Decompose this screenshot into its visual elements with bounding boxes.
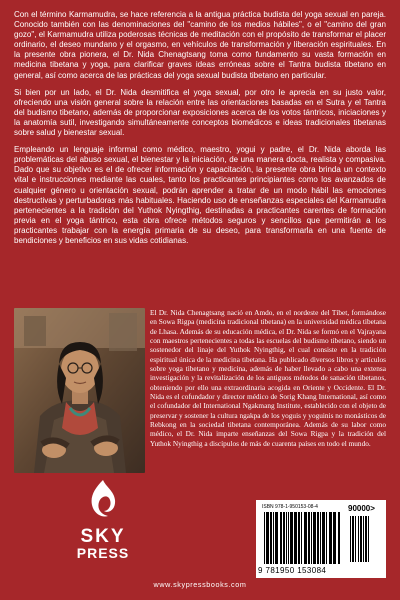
publisher-name-line2: PRESS: [76, 545, 130, 561]
blurb-paragraph-2: Si bien por un lado, el Dr. Nida desmitifica el yoga sexual, por otro le aprecia en su justo valor, ofreciendo una visión general sobre la relación entre las orientaciones basadas en el Sutra y el Tantra del budismo tibetano, además de proporcionar exposiciones acerca de los votos tántricos, iniciaciones y la anatomía sutil, investigando simultáneamente conceptos biomédicos e ideas tradicionales tibetanas sobre salud y bienestar sexual.: [14, 87, 386, 138]
publisher-website: www.skypressbooks.com: [153, 580, 247, 589]
blurb-paragraph-3: Empleando un lenguaje informal como médico, maestro, yogui y padre, el Dr. Nida aborda las problemáticas del abuso sexual, el bienestar y la iniciación, de una manera docta, realista y compasiva. Dado que su objetivo es el de ofrecer información y capacitación, la presente obra brinda un contexto vital e instrucciones mediante las cuales, tanto los practicantes principiantes como los avanzados de cualquier género u orientación sexual, podrán aprender a tratar de un modo hábil las emociones destructivas y perturbadoras más habituales. Haciendo uso de enseñanzas especiales del Karmamudra pertenecientes a la tradición del Yuthok Nyingthig, destinadas a practicantes carentes de formación previa en el yoga tántrico, esta obra ofrece métodos seguros y sencillos que permitirán a los practicantes trabajar con la energía primaria de su deseo, para transformarla en una fuente de bendiciones y beneficios en sus vidas cotidianas.: [14, 145, 386, 245]
price-code: 90000>: [348, 504, 375, 513]
isbn-label: ISBN 978-1-950153-08-4: [262, 504, 318, 510]
blurb-paragraph-1: Con el término Karmamudra, se hace referencia a la antigua práctica budista del yoga sexual en pareja. Conocido también con las denominaciones del "camino de los medios hábiles", o el "camino del gran gozo", el Karmamudra utiliza poderosas técnicas de meditación con el propósito de transformar el placer ordinario, el deseo mundano y el orgasmo, en vehículos de transformación y liberación espirituales. En la presente obra pionera, el Dr. Nida Chenagtsang toma como fundamento su vasta formación en medicina tibetana y yoga, para clarificar graves ideas erróneas sobre el Tantra budista tibetano en general, así como acerca de las prácticas del yoga sexual budista tibetano en particular.: [14, 10, 386, 80]
publisher-name-line1: SKY: [80, 526, 126, 547]
barcode-digits: 9 781950 153084: [258, 566, 327, 575]
flame-swirl-icon: [86, 478, 120, 520]
author-bio: El Dr. Nida Chenagtsang nació en Amdo, en el nordeste del Tíbet, formándose en Sowa Rigpa (medicina tradicional tibetana) en la universidad médica tibetana de Lhasa. Además de su educación médica, el Dr. Nida se formó en el Vajrayana con maestros pertenecientes a todas las escuelas del budismo tibetano, siendo un sostenedor del linaje del Yuthok Nyingthig, el cual consiste en la tradición espiritual única de la medicina tibetana. Ha publicado diversos libros y artículos sobre yoga tibetano y medicina, además de haber llevado a cabo una extensa investigación y la revitalización de los antiguos métodos de sanación tibetanos, obteniendo por ello una extraordinaria acogida en Oriente y Occidente. El Dr. Nida es el cofundador y director médico de Sorig Khang International, así como el cofundador del International Ngakmang Institute, establecido con el objeto de preservar y sostener la cultura ngakpa de los yoguis y yoguinis no monásticos de Rebkong en la sociedad tibetana contemporánea. Además de su labor como médico, el Dr. Nida imparte enseñanzas del Sowa Rigpa y la tradición del Yuthok Nyingthig a discípulos de más de cuarenta países en todo el mundo.: [150, 308, 386, 448]
sky-press-logo: [70, 478, 136, 578]
back-cover-blurb: [14, 10, 386, 253]
author-photo: [14, 308, 145, 473]
isbn-barcode: [256, 500, 386, 578]
